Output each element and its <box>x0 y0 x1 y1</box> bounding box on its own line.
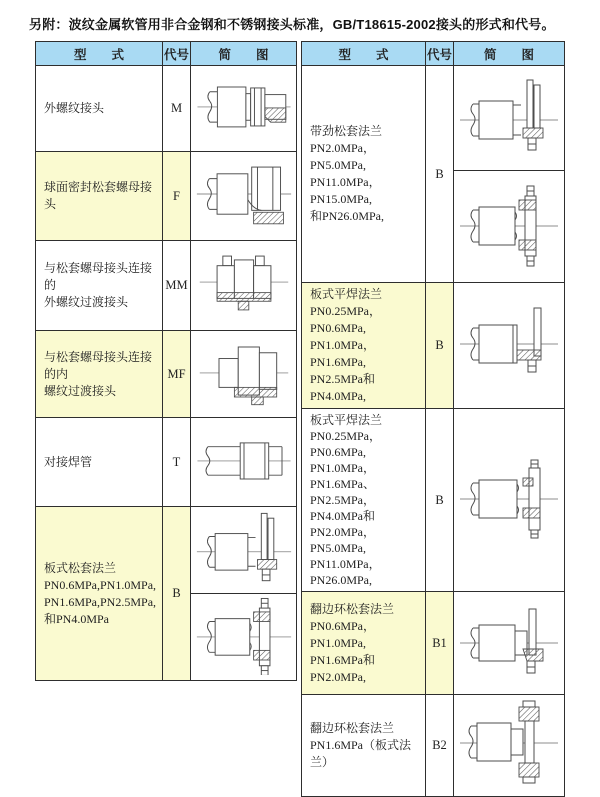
type-cell: 与松套螺母接头连接的 外螺纹过渡接头 <box>36 241 163 331</box>
code-cell: B <box>426 409 454 592</box>
code-cell: M <box>163 66 191 152</box>
table-row <box>302 592 565 695</box>
table-row <box>36 418 297 507</box>
code-cell: B <box>426 66 454 283</box>
necked-loose-flange-lower-diagram-icon <box>457 180 561 268</box>
plate-flat-weld-flange-diagram-icon <box>457 301 561 385</box>
header-row <box>302 42 565 66</box>
joint-type-table-right <box>301 41 565 797</box>
type-cell: 外螺纹接头 <box>36 66 163 152</box>
diagram-cell <box>454 283 565 409</box>
diagram-cell <box>191 241 297 331</box>
table-row <box>302 66 565 171</box>
header-row <box>36 42 297 66</box>
code-cell: F <box>163 152 191 241</box>
document-title: 另附：波纹金属软管用非合金钢和不锈钢接头标准，GB/T18615-2002接头的形式和代号。 <box>29 17 555 32</box>
type-cell: 翻边环松套法兰 PN0.6MPa，PN1.0MPa, PN1.6MPa和PN2.0MPa, <box>302 592 426 695</box>
diagram-cell <box>191 507 297 594</box>
code-cell: B2 <box>426 695 454 797</box>
necked-loose-flange-upper-diagram-icon <box>457 72 561 160</box>
column-header-diagram: 简 图 <box>454 42 565 66</box>
diagram-cell <box>191 152 297 241</box>
diagram-cell <box>191 331 297 418</box>
type-cell: 球面密封松套螺母接头 <box>36 152 163 241</box>
diagram-cell <box>454 695 565 797</box>
table-row <box>36 507 297 594</box>
table-row <box>302 409 565 592</box>
female-thread-adapter-joint-diagram-icon <box>194 333 294 411</box>
male-thread-adapter-joint-diagram-icon <box>194 244 294 322</box>
diagram-cell <box>454 66 565 171</box>
column-header-code: 代号 <box>163 42 191 66</box>
code-cell: MM <box>163 241 191 331</box>
type-cell: 板式平焊法兰 PN0.25MPa，PN0.6MPa, PN1.0MPa，PN1.6MPa, PN2.5MPa和PN4.0MPa, <box>302 283 426 409</box>
flared-ring-loose-plate-flange-diagram-icon <box>457 699 561 787</box>
table-row <box>36 241 297 331</box>
type-cell: 与松套螺母接头连接的内 螺纹过渡接头 <box>36 331 163 418</box>
column-header-type: 型 式 <box>36 42 163 66</box>
column-header-type: 型 式 <box>302 42 426 66</box>
diagram-cell <box>191 418 297 507</box>
diagram-cell <box>454 592 565 695</box>
code-cell: MF <box>163 331 191 418</box>
type-cell: 板式松套法兰 PN0.6MPa,PN1.0MPa, PN1.6MPa,PN2.5MPa, 和PN4.0MPa <box>36 507 163 681</box>
type-cell: 板式平焊法兰 PN0.25MPa，PN0.6MPa, PN1.0MPa，PN1.6MPa、 PN2.5MPa，PN4.0MPa和 PN2.0MPa，PN5.0MPa, PN11.0MPa，PN26.0MPa, <box>302 409 426 592</box>
plate-loose-flange-upper-diagram-icon <box>194 508 294 588</box>
column-header-code: 代号 <box>426 42 454 66</box>
column-header-diagram: 简 图 <box>191 42 297 66</box>
flared-ring-loose-flange-diagram-icon <box>457 599 561 683</box>
diagram-cell <box>454 171 565 283</box>
code-cell: B <box>163 507 191 681</box>
table-row <box>36 331 297 418</box>
code-cell: T <box>163 418 191 507</box>
diagram-cell <box>191 594 297 681</box>
table-row <box>302 695 565 797</box>
table-row <box>36 66 297 152</box>
code-cell: B1 <box>426 592 454 695</box>
type-cell: 带劲松套法兰 PN2.0MPa，PN5.0MPa, PN11.0MPa，PN15.0MPa, 和PN26.0MPa, <box>302 66 426 283</box>
diagram-cell <box>191 66 297 152</box>
table-row <box>302 283 565 409</box>
plate-flat-weld-flange-2-diagram-icon <box>457 456 561 540</box>
type-cell: 对接焊管 <box>36 418 163 507</box>
type-cell: 翻边环松套法兰 PN1.6MPa（板式法兰） <box>302 695 426 797</box>
external-thread-joint-diagram-icon <box>194 68 294 144</box>
spherical-seal-loose-nut-joint-diagram-icon <box>194 155 294 233</box>
table-row <box>36 152 297 241</box>
butt-weld-pipe-diagram-icon <box>194 422 294 498</box>
diagram-cell <box>454 409 565 592</box>
joint-type-table-left <box>35 41 297 681</box>
plate-loose-flange-lower-diagram-icon <box>194 595 294 675</box>
code-cell: B <box>426 283 454 409</box>
